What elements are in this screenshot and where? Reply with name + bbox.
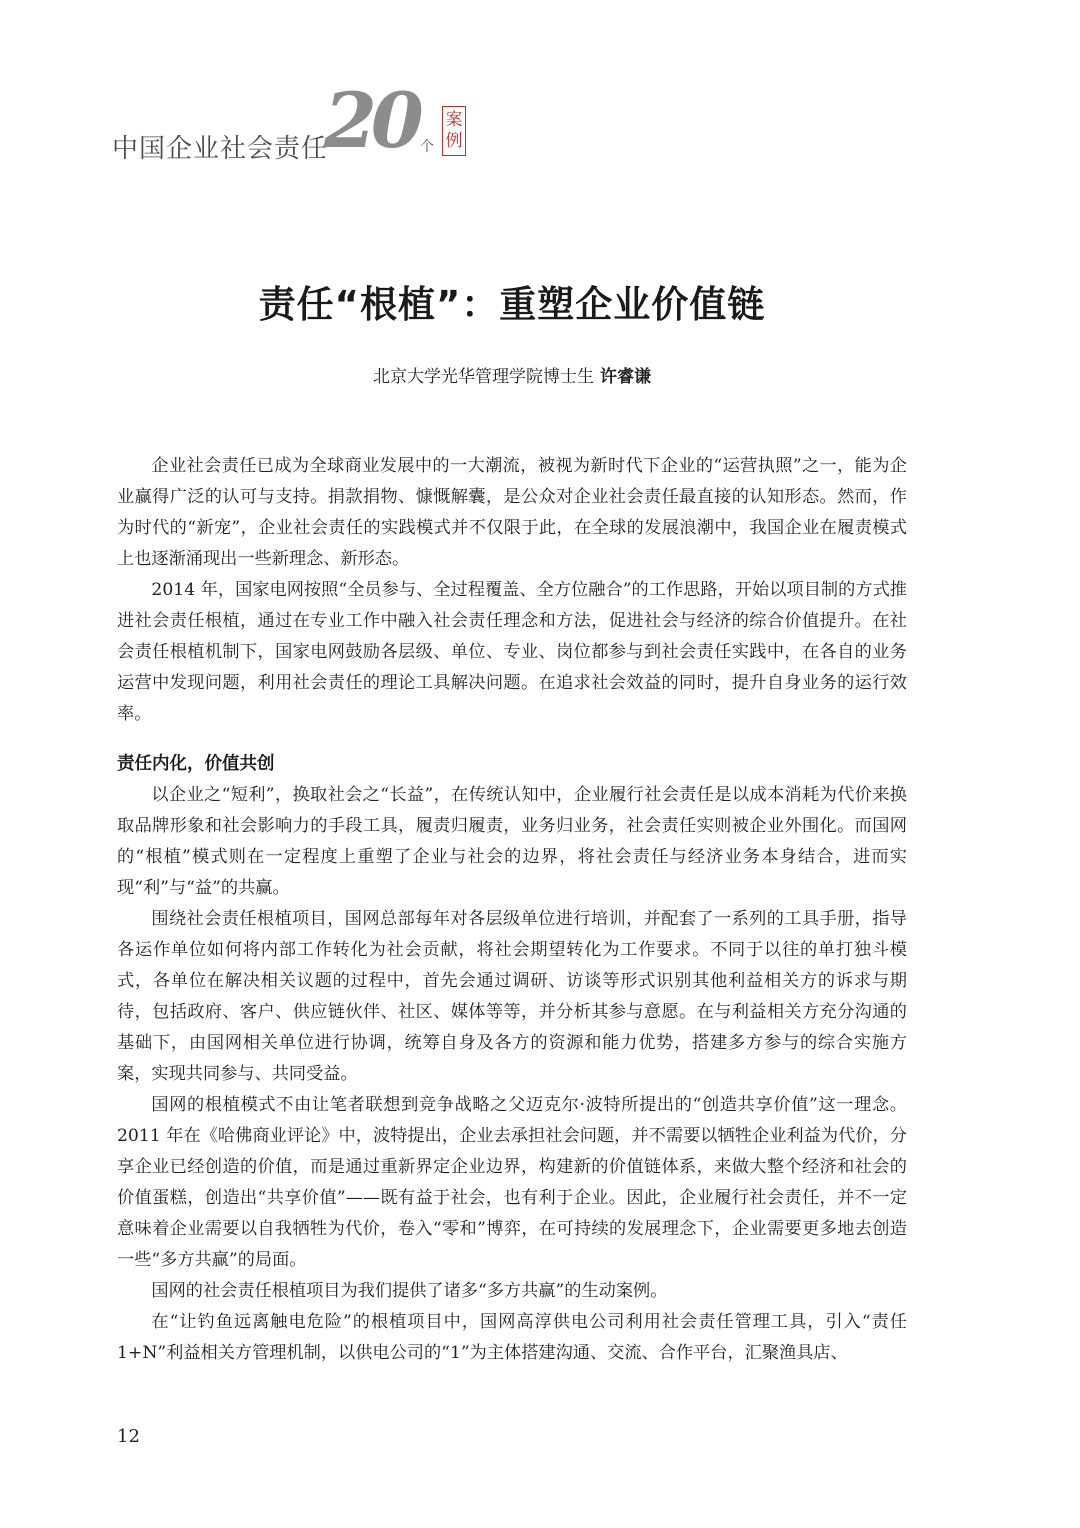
seal-char: 例 bbox=[445, 131, 463, 151]
byline-affiliation: 北京大学光华管理学院博士生 bbox=[373, 367, 594, 387]
body-paragraph: 国网的根植模式不由让笔者联想到竞争战略之父迈克尔·波特所提出的“创造共享价值”这一理念。2011 年在《哈佛商业评论》中，波特提出，企业去承担社会问题，并不需要以牺牲企业利益为代价，分享企业已经创造的价值，而是通过重新界定企业边界，构建新的价值链体系，来做大整个经济和社会的价值蛋糕，创造出“共享价值”——既有益于社会，也有利于企业。因此，企业履行社会责任，并不一定意味着企业需要以自我牺牲为代价，卷入“零和”博弈，在可持续的发展理念下，企业需要更多地去创造一些“多方共赢”的局面。 bbox=[117, 1095, 907, 1270]
body-paragraph: 2014 年，国家电网按照“全员参与、全过程覆盖、全方位融合”的工作思路，开始以项目制的方式推进社会责任根植，通过在专业工作中融入社会责任理念和方法，促进社会与经济的综合价值提升。在社会责任根植机制下，国家电网鼓励各层级、单位、专业、岗位都参与到社会责任实践中，在各自的业务运营中发现问题，利用社会责任的理论工具解决问题。在追求社会效益的同时，提升自身业务的运行效率。 bbox=[117, 580, 907, 724]
case-seal bbox=[442, 106, 466, 156]
body-paragraph: 围绕社会责任根植项目，国网总部每年对各层级单位进行培训，并配套了一系列的工具手册，指导各运作单位如何将内部工作转化为社会贡献，将社会期望转化为工作要求。不同于以往的单打独斗模式，各单位在解决相关议题的过程中，首先会通过调研、访谈等形式识别其他利益相关方的诉求与期待，包括政府、客户、供应链伙伴、社区、媒体等等，并分析其参与意愿。在与利益相关方充分沟通的基础下，由国网相关单位进行协调，统筹自身及各方的资源和能力优势，搭建多方参与的综合实施方案，实现共同参与、共同受益。 bbox=[117, 909, 907, 1084]
page-number: 12 bbox=[117, 1426, 140, 1447]
section-heading: 责任内化，价值共创 bbox=[117, 754, 275, 774]
body-paragraph: 在“让钓鱼远离触电危险”的根植项目中，国网高淳供电公司利用社会责任管理工具，引入“责任 1+N”利益相关方管理机制，以供电公司的“1”为主体搭建沟通、交流、合作平台，汇聚渔具店、 bbox=[117, 1312, 907, 1363]
article-title: 责任“根植”：重塑企业价值链 bbox=[258, 283, 766, 326]
article-body bbox=[117, 451, 907, 1369]
series-unit: 个 bbox=[420, 139, 434, 155]
series-number-logo: 20 bbox=[324, 76, 418, 165]
running-header bbox=[112, 76, 482, 165]
byline-author: 许睿谦 bbox=[600, 367, 651, 387]
body-paragraph: 国网的社会责任根植项目为我们提供了诸多“多方共赢”的生动案例。 bbox=[151, 1281, 668, 1301]
seal-char: 案 bbox=[445, 110, 463, 130]
body-paragraph: 以企业之“短利”，换取社会之“长益”，在传统认知中，企业履行社会责任是以成本消耗为代价来换取品牌形象和社会影响力的手段工具，履责归履责，业务归业务，社会责任实则被企业外围化。而国网的“根植”模式则在一定程度上重塑了企业与社会的边界，将社会责任与经济业务本身结合，进而实现“利”与“益”的共赢。 bbox=[117, 785, 907, 898]
body-paragraph: 企业社会责任已成为全球商业发展中的一大潮流，被视为新时代下企业的“运营执照”之一，能为企业赢得广泛的认可与支持。捐款捐物、慷慨解囊，是公众对企业社会责任最直接的认知形态。然而，作为时代的“新宠”，企业社会责任的实践模式并不仅限于此，在全球的发展浪潮中，我国企业在履责模式上也逐渐涌现出一些新理念、新形态。 bbox=[117, 456, 907, 569]
series-title: 中国企业社会责任 bbox=[112, 134, 329, 164]
byline bbox=[0, 362, 1024, 387]
